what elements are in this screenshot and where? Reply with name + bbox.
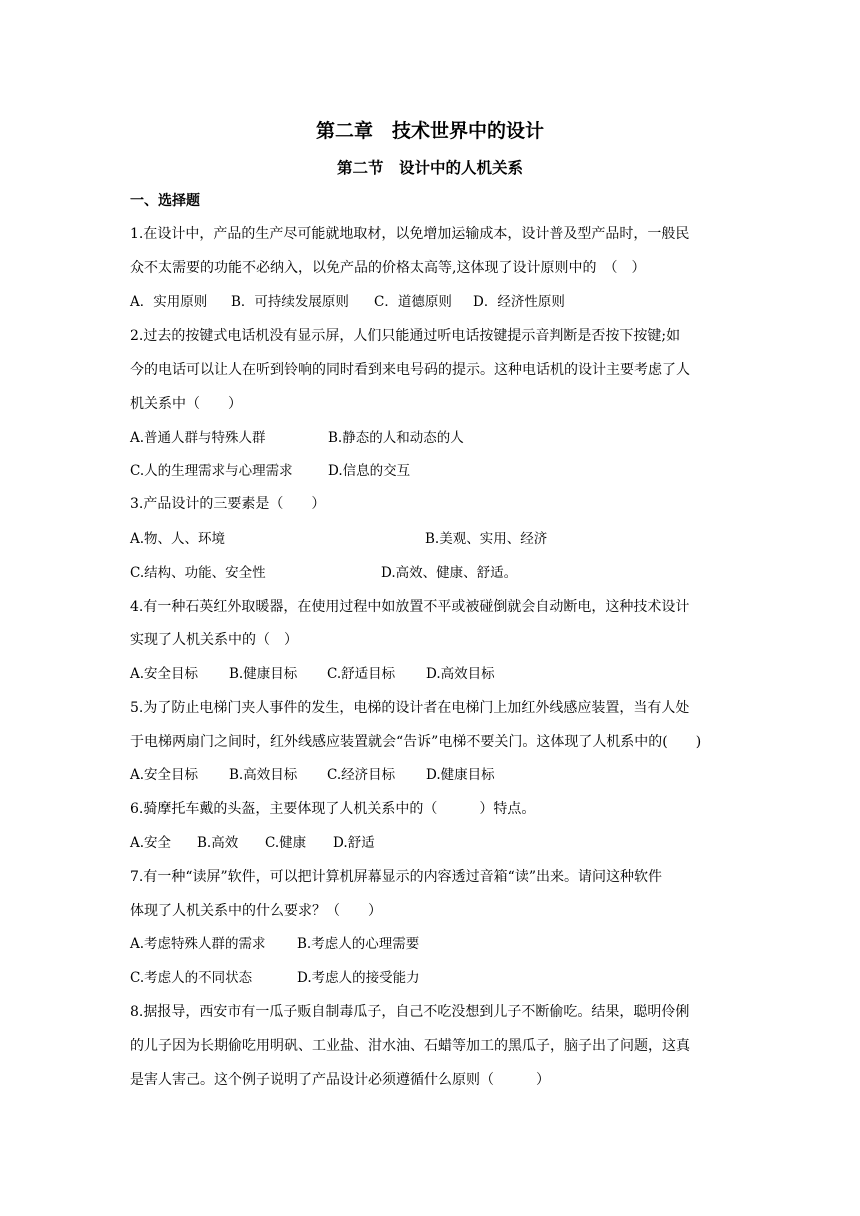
question-5-option-c: C.经济目标 bbox=[327, 767, 396, 783]
question-2-line-2: 今的电话可以让人在听到铃响的同时看到来电号码的提示。这种电话机的设计主要考虑了人 bbox=[130, 362, 690, 378]
question-3-option-a: A.物、人、环境 bbox=[130, 531, 226, 547]
question-5-line-2: 于电梯两扇门之间时，红外线感应装置就会“告诉”电梯不要关门。这体现了人机系中的( ) bbox=[130, 734, 702, 750]
question-1-option-c: C．道德原则 bbox=[374, 294, 452, 310]
question-6-option-c: C.健康 bbox=[265, 835, 307, 851]
question-8-line-3: 是害人害己。这个例子说明了产品设计必须遵循什么原则（ ） bbox=[130, 1072, 550, 1088]
question-5-option-d: D.健康目标 bbox=[426, 767, 495, 783]
question-7-line-2: 体现了人机关系中的什么要求？（ ） bbox=[130, 903, 382, 919]
question-5-option-b: B.高效目标 bbox=[229, 767, 298, 783]
question-2-line-3: 机关系中（ ） bbox=[130, 396, 242, 412]
question-3-line-1: 3.产品设计的三要素是（ ） bbox=[130, 496, 326, 512]
question-3-option-c: C.结构、功能、安全性 bbox=[130, 565, 266, 581]
question-4-option-d: D.高效目标 bbox=[426, 666, 495, 682]
question-7-option-c: C.考虑人的不同状态 bbox=[130, 970, 253, 986]
question-7-option-d: D.考虑人的接受能力 bbox=[297, 970, 420, 986]
question-7-option-a: A.考虑特殊人群的需求 bbox=[130, 936, 266, 952]
question-4-option-a: A.安全目标 bbox=[130, 666, 199, 682]
question-2-option-a: A.普通人群与特殊人群 bbox=[130, 430, 266, 446]
question-1-option-b: B．可持续发展原则 bbox=[231, 294, 349, 310]
question-4-option-b: B.健康目标 bbox=[229, 666, 298, 682]
question-1-line-1: 1.在设计中，产品的生产尽可能就地取材，以免增加运输成本，设计普及型产品时，一般民 bbox=[130, 226, 690, 242]
question-4-option-c: C.舒适目标 bbox=[327, 666, 396, 682]
question-7-option-b: B.考虑人的心理需要 bbox=[297, 936, 420, 952]
question-1-line-2: 众不太需要的功能不必纳入，以免产品的价格太高等,这体现了设计原则中的 （ ） bbox=[130, 260, 646, 276]
question-4-line-2: 实现了人机关系中的（ ） bbox=[130, 632, 298, 648]
question-2-option-b: B.静态的人和动态的人 bbox=[328, 430, 464, 446]
question-3-option-b: B.美观、实用、经济 bbox=[425, 531, 548, 547]
section-title: 第二节 设计中的人机关系 bbox=[336, 159, 523, 177]
question-8-line-2: 的儿子因为长期偷吃用明矾、工业盐、泔水油、石蜡等加工的黑瓜子，脑子出了问题，这真 bbox=[130, 1038, 690, 1054]
question-3-option-d: D.高效、健康、舒适。 bbox=[381, 565, 518, 581]
question-8-line-1: 8.据报导，西安市有一瓜子贩自制毒瓜子，自己不吃没想到儿子不断偷吃。结果，聪明伶俐 bbox=[130, 1004, 690, 1020]
question-2-line-1: 2.过去的按键式电话机没有显示屏，人们只能通过听电话按键提示音判断是否按下按键;如 bbox=[130, 328, 681, 344]
question-6-line-1: 6.骑摩托车戴的头盔，主要体现了人机关系中的（ ）特点。 bbox=[130, 801, 536, 817]
question-1-option-d: D．经济性原则 bbox=[473, 294, 565, 310]
question-1-option-a: A．实用原则 bbox=[130, 294, 208, 310]
question-4-line-1: 4.有一种石英红外取暖器，在使用过程中如放置不平或被碰倒就会自动断电，这种技术设计 bbox=[130, 599, 690, 615]
question-2-option-d: D.信息的交互 bbox=[328, 463, 411, 479]
question-6-option-d: D.舒适 bbox=[333, 835, 375, 851]
question-2-option-c: C.人的生理需求与心理需求 bbox=[130, 463, 293, 479]
question-5-option-a: A.安全目标 bbox=[130, 767, 199, 783]
part-heading: 一、选择题 bbox=[130, 193, 200, 209]
question-5-line-1: 5.为了防止电梯门夹人事件的发生，电梯的设计者在电梯门上加红外线感应装置，当有人处 bbox=[130, 700, 690, 716]
question-7-line-1: 7.有一种“读屏”软件，可以把计算机屏幕显示的内容透过音箱“读”出来。请问这种软件 bbox=[130, 869, 662, 885]
chapter-title: 第二章 技术世界中的设计 bbox=[315, 120, 544, 142]
question-6-option-b: B.高效 bbox=[197, 835, 239, 851]
question-6-option-a: A.安全 bbox=[130, 835, 172, 851]
